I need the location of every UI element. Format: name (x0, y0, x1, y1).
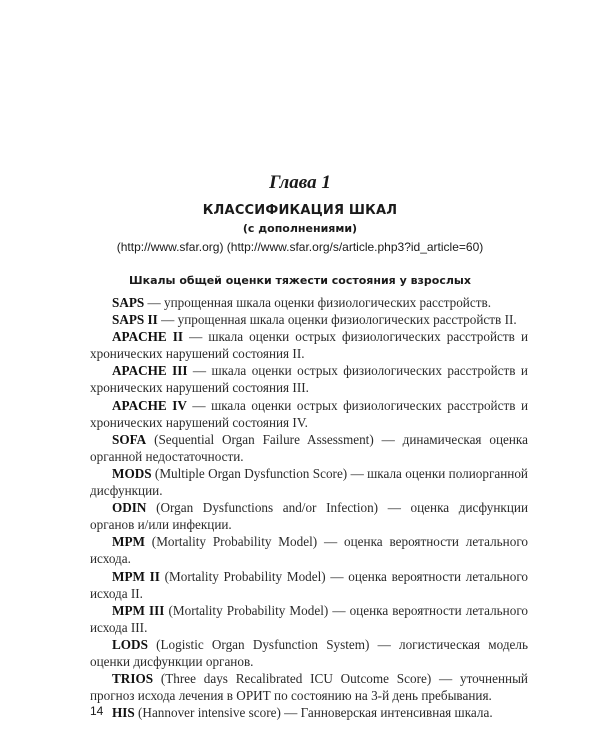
scale-description: (Mortality Probability Model) — оценка вероятности летального исхода. (90, 534, 528, 567)
scale-term: SOFA (112, 431, 147, 447)
scale-term: SAPS II (112, 312, 158, 328)
scale-description: — шкала оценки острых физиологических расстройств и хронических нарушений состояния II. (90, 329, 529, 362)
scale-description: (Logistic Organ Dysfunction System) — логистическая модель оценки дисфункции органов. (90, 636, 528, 669)
scale-term: TRIOS (112, 671, 154, 687)
scale-entry-apache-iv (90, 397, 528, 431)
scale-entry-lods (90, 636, 528, 670)
scale-term: SAPS (112, 295, 145, 310)
scale-entry-mpm-ii (90, 568, 528, 602)
scale-description: (Mortality Probability Model) — оценка вероятности летального исхода II. (90, 568, 528, 601)
scale-term: MPM (112, 534, 145, 550)
scale-entry-his (90, 704, 528, 721)
scale-term: HIS (112, 705, 135, 721)
scale-description: (Sequential Organ Failure Assessment) — динамическая оценка органной недостаточности. (90, 431, 528, 464)
scale-description: — шкала оценки острых физиологических расстройств и хронических нарушений состояния III. (90, 363, 528, 396)
chapter-label: Глава 1 (269, 172, 331, 193)
scale-entry-trios (90, 670, 528, 704)
chapter-subtitle: (с дополнениями) (242, 222, 358, 235)
scale-term: APACHE III (112, 363, 188, 379)
scale-description: (Organ Dysfunctions and/or Infection) — оценка дисфункции органов и/или инфекции. (90, 500, 528, 533)
scale-entry-apache-iii (90, 362, 528, 396)
scale-description: — упрощенная шкала оценки физиологических расстройств. (144, 295, 492, 310)
chapter-title: КЛАССИФИКАЦИЯ ШКАЛ (202, 203, 398, 218)
scale-description: (Hannover intensive score) — Ганноверская интенсивная шкала. (134, 705, 493, 721)
scale-list (90, 294, 528, 721)
page-number: 14 (90, 704, 104, 718)
scale-term: APACHE IV (112, 397, 187, 413)
scale-term: ODIN (112, 500, 147, 516)
scale-entry-odin (90, 499, 528, 533)
scale-description: (Multiple Organ Dysfunction Score) — шкала оценки полиорганной дисфункции. (90, 465, 528, 499)
scale-term: LODS (112, 636, 148, 652)
scale-entry-sofa (90, 431, 528, 465)
scale-term: APACHE II (112, 329, 184, 345)
scale-entry-mpm-iii (90, 602, 528, 636)
scale-entry-mpm (90, 533, 528, 567)
section-heading: Шкалы общей оценки тяжести состояния у взрослых (129, 274, 471, 287)
scale-term: MODS (112, 465, 152, 481)
source-urls: (http://www.sfar.org) (http://www.sfar.org/s/article.php3?id_article=60) (116, 240, 484, 254)
scale-term: MPM III (112, 602, 165, 618)
scale-term: MPM II (112, 568, 160, 584)
scale-entry-apache-ii (90, 328, 528, 362)
scale-entry-saps (90, 294, 528, 311)
scale-description: — шкала оценки острых физиологических расстройств и хронических нарушений состояния IV. (90, 397, 529, 430)
scale-entry-mods (90, 465, 528, 499)
scale-description: (Three days Recalibrated ICU Outcome Score) — уточненный прогноз исхода лечения в ОРИТ по состоянию на 3-й день пребывания. (90, 671, 528, 704)
scale-description: (Mortality Probability Model) — оценка вероятности летального исхода III. (90, 602, 528, 635)
scale-entry-saps-ii (90, 311, 528, 328)
scale-description: — упрощенная шкала оценки физиологических расстройств II. (157, 312, 517, 328)
